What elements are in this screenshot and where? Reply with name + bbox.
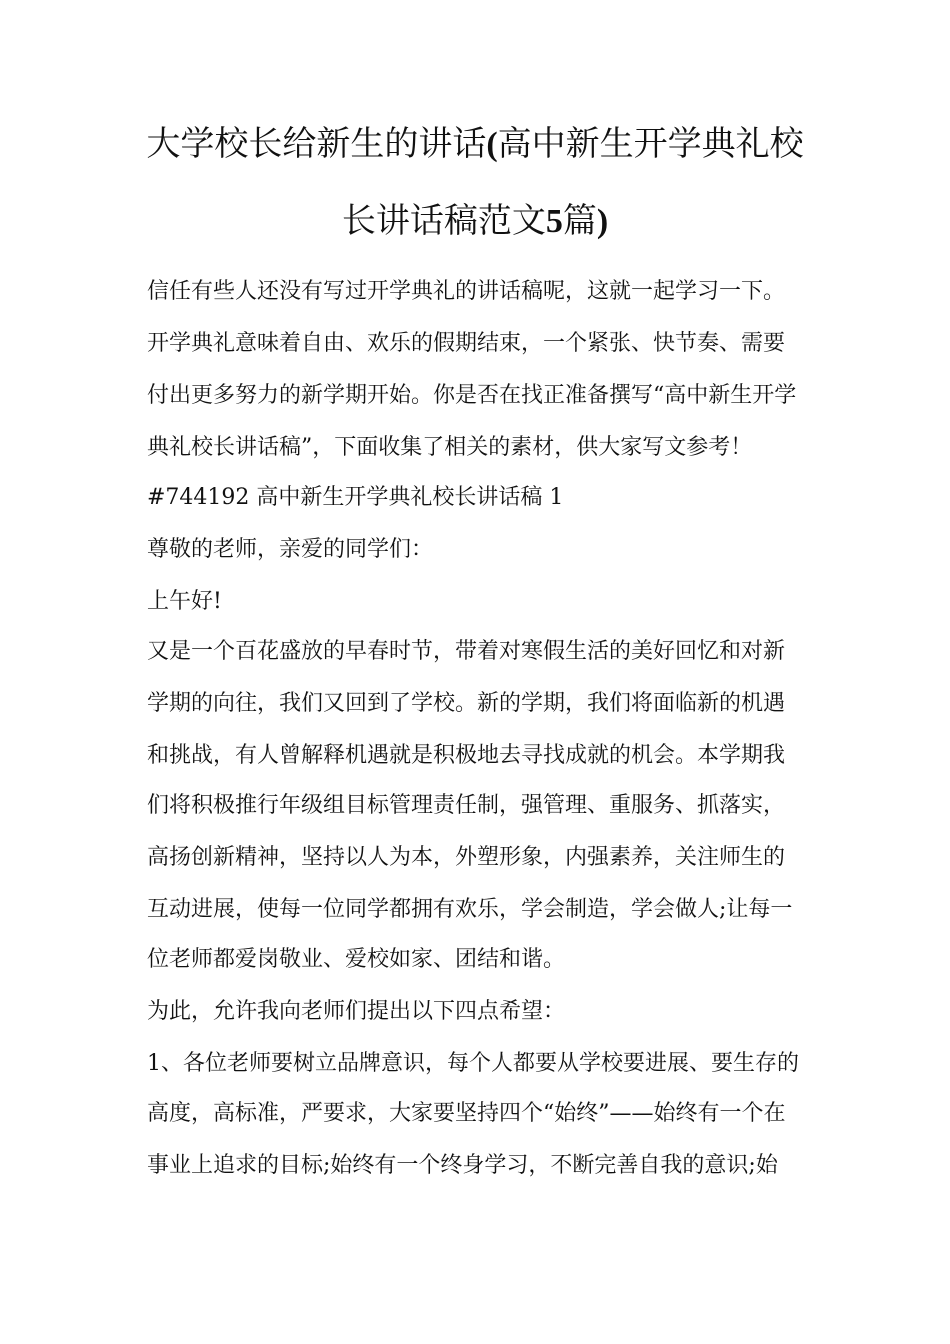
salutation: 尊敬的老师，亲爱的同学们： [147,537,434,562]
body-line: 和挑战，有人曾解释机遇就是积极地去寻找成就的机会。本学期我 [147,743,786,768]
section-heading: #744192 高中新生开学典礼校长讲话稿 1 [147,485,564,510]
title-paren-open: ( [486,126,498,163]
body-line: 典礼校长讲话稿”，下面收集了相关的素材，供大家写文参考！ [147,435,753,460]
body-line: 为此，允许我向老师们提出以下四点希望： [147,999,566,1024]
document-title-line-1 [140,124,810,165]
body-line: 位老师都爱岗敬业、爱校如家、团结和谐。 [147,947,566,972]
title-text: 篇 [562,201,597,241]
body-line: 学期的向往，我们又回到了学校。新的学期，我们将面临新的机遇 [147,691,786,716]
body-line: 高扬创新精神，坚持以人为本，外塑形象，内强素养，关注师生的 [147,845,786,870]
title-paren-close: ) [596,203,609,240]
title-text: 大学校长给新生的讲话 [146,124,487,164]
body-line: 付出更多努力的新学期开始。你是否在找正准备撰写“高中新生开学 [147,383,797,408]
body-line: 互动进展，使每一位同学都拥有欢乐，学会制造，学会做人;让每一 [147,897,793,922]
body-line: 开学典礼意味着自由、欢乐的假期结束，一个紧张、快节奏、需要 [147,331,786,356]
body-line: 高度，高标准，严要求，大家要坚持四个“始终”——始终有一个在 [147,1101,786,1126]
body-line: 事业上追求的目标;始终有一个终身学习，不断完善自我的意识;始 [147,1153,778,1178]
body-line: 又是一个百花盛放的早春时节，带着对寒假生活的美好回忆和对新 [147,639,786,664]
title-text: 长讲话稿范文 [341,201,546,241]
body-line: 信任有些人还没有写过开学典礼的讲话稿呢，这就一起学习一下。 [147,279,786,304]
title-number: 5 [545,203,563,240]
greeting: 上午好! [147,589,222,614]
title-text: 高中新生开学典礼校 [497,124,804,164]
body-line: 们将积极推行年级组目标管理责任制，强管理、重服务、抓落实， [147,793,786,818]
body-line: 1、各位老师要树立品牌意识，每个人都要从学校要进展、要生存的 [147,1051,799,1076]
document-title-line-2 [140,201,810,242]
